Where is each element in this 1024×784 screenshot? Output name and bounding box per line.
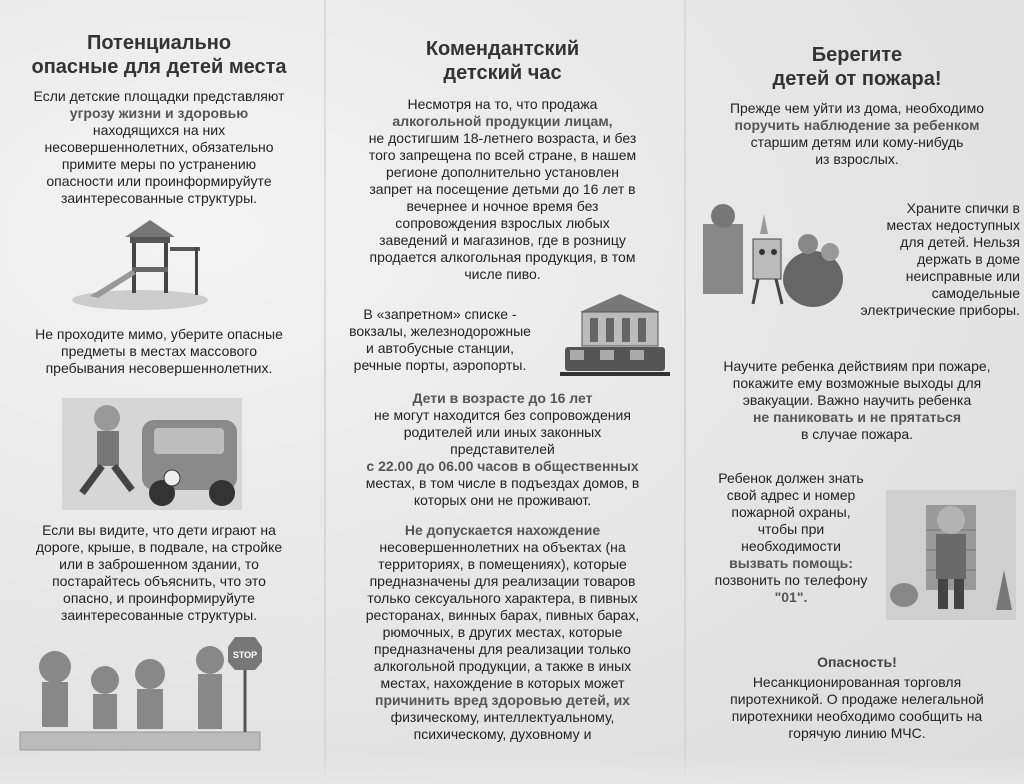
bottom-edge bbox=[0, 754, 1024, 784]
column-fire-safety bbox=[690, 0, 1024, 784]
danger-heading: Опасность! bbox=[817, 654, 897, 670]
title-line-1: Потенциально bbox=[86, 32, 232, 54]
column-curfew bbox=[330, 0, 675, 784]
playground-illustration bbox=[70, 212, 210, 312]
title-line-2: опасные для детей места bbox=[31, 56, 287, 78]
title-line-1: Берегите bbox=[811, 44, 903, 66]
paragraph-kids-playing: Если вы видите, что дети играют на дороге, крыше, в подвале, на стройке или в заброшенном здании, то постарайтесь объяснить, что это опасно, и проинформируйуте заинтересованные структуры. bbox=[35, 522, 283, 623]
title-line-2: детский час bbox=[443, 62, 562, 84]
paragraph-forbidden-list: В «запретном» списке - вокзалы, железнодорожные и автобусные станции, речные порты, аэропорты. bbox=[349, 306, 531, 373]
paragraph-matches: Храните спички в местах недоступных для детей. Нельзя держать в доме неисправные или самодельные электрические приборы. bbox=[860, 200, 1020, 318]
paragraph-remove-items: Не проходите мимо, уберите опасные предметы в местах массового пребывания несовершеннолетних. bbox=[35, 326, 283, 376]
paragraph-teach-actions: Научите ребенка действиям при пожаре, покажите ему возможные выходы для эвакуации. Важно научить ребенка не паниковать и не прятаться в случае пожара. bbox=[723, 358, 991, 442]
column-dangerous-places bbox=[0, 0, 318, 784]
children-crossing-illustration bbox=[10, 632, 270, 752]
firefighter-boy-illustration bbox=[886, 490, 1016, 620]
title-line-2: детей от пожара! bbox=[772, 68, 942, 90]
paragraph-alcohol-ban: Несмотря на то, что продажа алкогольной продукции лицам, не достигшим 18-летнего возраста, и без того запрещена по всей стране, в нашем регионе дополнительно установлен запрет на посещение детьми до 16 лет в вечернее и ночное время без сопровождения взрослых любых заведений и магазинов, где в розницу продается алкогольная продукция, в том числе пиво. bbox=[368, 96, 637, 282]
paragraph-not-allowed: Не допускается нахождение несовершеннолетних на объектах (на территориях, в помещениях), которые предназначены для реализации товаров только сексуального характера, в пивных ресторанах, винных барах, пивных барах, рюмочных, в других местах, которые предназначены для реализации только алкогольной продукции, а также в иных местах, нахождение в которых может причинить вред здоровью детей, их физическому, интеллектуальному, психическому, духовному и bbox=[365, 522, 640, 742]
boy-and-car-illustration bbox=[62, 398, 242, 510]
title-line-1: Комендантский bbox=[425, 38, 580, 60]
paragraph-playgrounds: Если детские площадки представляют угрозу жизни и здоровью находящихся на них несовершеннолетних, обязательно примите меры по устранению опасности или проинформируйуте заинтересованные структуры. bbox=[33, 88, 285, 206]
matches-illustration bbox=[698, 194, 848, 314]
paragraph-emergency-call: Ребенок должен знать свой адрес и номер пожарной охраны, чтобы при необходимости вызвать помощь: позвонить по телефону "01". bbox=[714, 470, 868, 605]
paragraph-age-restriction: Дети в возрасте до 16 лет не могут находится без сопровождения родителей или иных законных представителей с 22.00 до 06.00 часов в общественных местах, в том числе в подъездах домов, в которых они не проживают. bbox=[365, 390, 640, 508]
paragraph-pyrotechnics: Несанкционированная торговля пиротехникой. О продаже нелегальной пиротехники необходимо сообщить на горячую линию МЧС. bbox=[730, 674, 984, 741]
stop-sign-text: STOP bbox=[232, 650, 258, 660]
paragraph-supervision: Прежде чем уйти из дома, необходимо поручить наблюдение за ребенком старшим детям или кому-нибудь из взрослых. bbox=[729, 100, 985, 167]
station-train-illustration bbox=[560, 292, 670, 382]
